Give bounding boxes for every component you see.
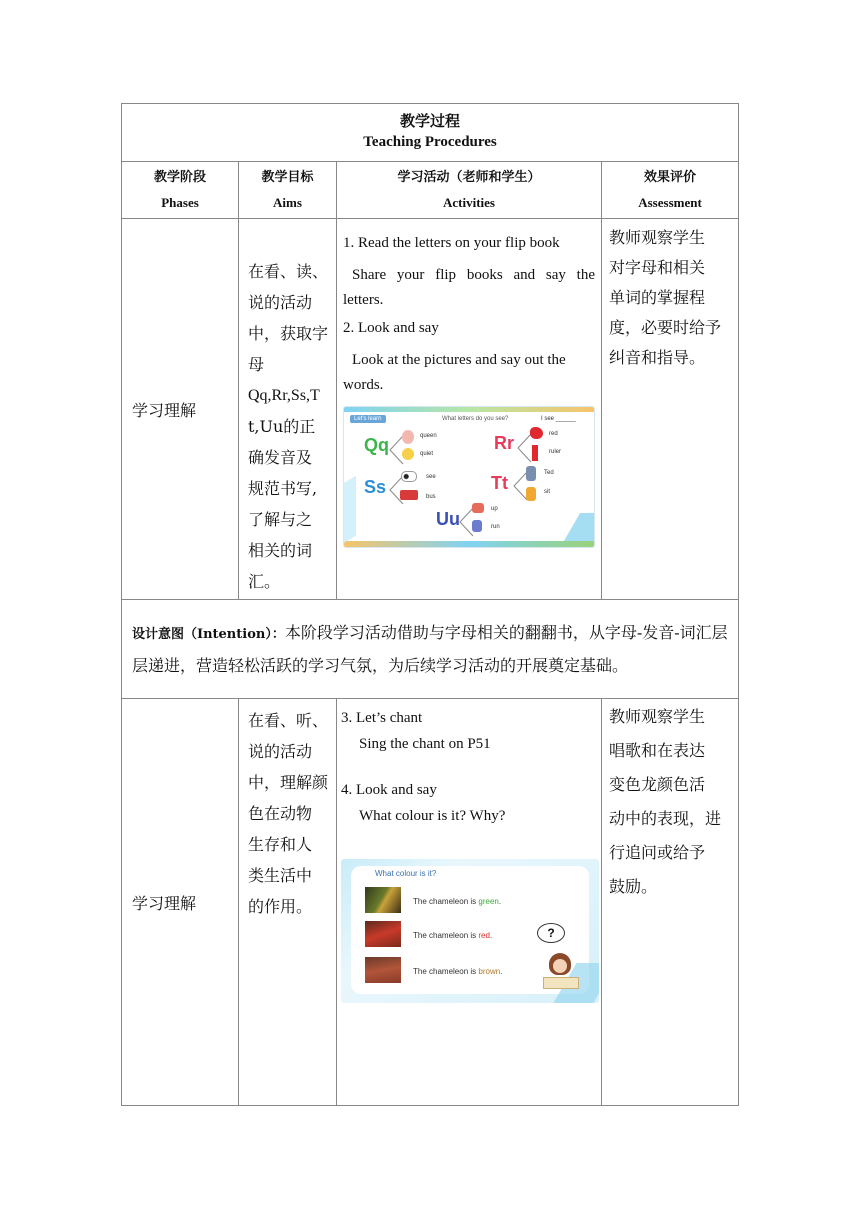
queen-picture-icon [402, 430, 414, 444]
aims-cell [239, 699, 337, 1106]
slide-tab: Let's learn [350, 415, 386, 423]
red-splash-icon [530, 427, 543, 439]
word-up: up [491, 506, 498, 512]
word-sit: sit [544, 489, 550, 495]
word-run: run [491, 524, 500, 530]
activity-1-title: 1. Read the letters on your flip book [343, 235, 560, 251]
table-title-cell [122, 104, 739, 162]
line-prefix: The chameleon is [413, 897, 479, 906]
word-quiet: quiet [420, 451, 434, 457]
sit-picture-icon [526, 487, 536, 501]
aims-line: 的作用。 [248, 897, 313, 916]
aims-line: 相关的词 [248, 541, 313, 560]
activities-cell [337, 699, 602, 1106]
letter-tt: Tt [491, 473, 508, 493]
assessment-line: 鼓励。 [609, 877, 658, 896]
word-bus: bus [426, 494, 436, 500]
column-header-zh: 学习活动（老师和学生） [397, 170, 541, 185]
activities-cell [337, 219, 602, 600]
aims-line: 生存和人 [248, 835, 313, 854]
aims-cell [239, 219, 337, 600]
assessment-line: 纠音和指导。 [609, 348, 706, 367]
word-ruler: ruler [549, 449, 562, 455]
up-picture-icon [472, 503, 484, 513]
quiet-picture-icon [402, 448, 414, 460]
column-header-en: Activities [443, 195, 495, 210]
bracket-icon [516, 431, 532, 465]
intention-label: 设计意图（Intention）： [132, 627, 285, 642]
table-title-zh: 教学过程 [400, 112, 461, 130]
aims-line: 了解与之 [248, 510, 313, 529]
aims-line: 中，获取字 [248, 324, 329, 343]
aims-line: 确发音及 [248, 448, 313, 467]
assessment-line: 对字母和相关 [609, 258, 706, 277]
word-red: red [549, 431, 558, 437]
teaching-procedures-table [121, 103, 739, 1106]
bus-picture-icon [400, 490, 418, 500]
activity-4-title: 4. Look and say [341, 782, 437, 798]
color-word: red [478, 931, 490, 940]
activity-3-title: 3. Let’s chant [341, 710, 423, 726]
ruler-picture-icon [532, 445, 538, 461]
letter-rr: Rr [494, 433, 515, 453]
assessment-line: 唱歌和在表达 [609, 741, 706, 760]
aims-line: 在看、听、 [248, 711, 329, 730]
line-prefix: The chameleon is [413, 931, 479, 940]
slide2-question: What colour is it? [375, 869, 437, 878]
letters-slide-image [343, 406, 595, 548]
table-title-en: Teaching Procedures [363, 134, 497, 150]
column-header-activities [337, 162, 602, 219]
chameleon-line-brown: The chameleon is brown. [413, 967, 503, 976]
activity-1-desc: Share your flip books and say the letters. [343, 267, 595, 308]
intention-cell [122, 600, 739, 699]
column-header-zh: 教学目标 [261, 170, 314, 185]
phase-cell: 学习理解 [122, 219, 239, 600]
girl-reading-icon [543, 951, 577, 991]
color-word: brown [478, 967, 501, 976]
aims-line: 说的活动 [248, 742, 313, 761]
ted-picture-icon [526, 466, 536, 481]
assessment-line: 度，必要时给予 [609, 318, 722, 337]
letter-ss: Ss [364, 477, 387, 497]
activity-4-desc: What colour is it? Why? [359, 808, 506, 824]
column-header-en: Aims [273, 195, 302, 210]
line-prefix: The chameleon is [413, 967, 479, 976]
aims-line: t,Uu的正 [248, 417, 316, 436]
slide-isee: I see ______ [541, 416, 576, 422]
aims-line: 类生活中 [248, 866, 313, 885]
chameleon-line-red: The chameleon is red. [413, 931, 493, 940]
phase-cell: 学习理解 [122, 699, 239, 1106]
assessment-cell [602, 219, 739, 600]
red-chameleon-photo [365, 921, 401, 947]
aims-line: 在看、读、 [248, 262, 329, 281]
assessment-line: 动中的表现，进 [609, 809, 722, 828]
assessment-line: 变色龙颜色活 [609, 775, 706, 794]
word-queen: queen [420, 433, 437, 439]
green-chameleon-photo [365, 887, 401, 913]
eyes-picture-icon [401, 471, 417, 482]
activity-2-title: 2. Look and say [343, 320, 439, 336]
word-ted: Ted [544, 470, 554, 476]
aims-line: 中，理解颜 [248, 773, 329, 792]
assessment-line: 单词的掌握程 [609, 288, 706, 307]
assessment-line: 教师观察学生 [609, 228, 706, 247]
activity-2-desc: Look at the pictures and say out the words. [343, 352, 566, 393]
column-header-aims [239, 162, 337, 219]
aims-line: Qq,Rr,Ss,T [248, 387, 320, 404]
run-picture-icon [472, 520, 482, 532]
assessment-cell [602, 699, 739, 1106]
letter-uu: Uu [436, 509, 460, 529]
chameleon-slide-image [341, 859, 599, 1003]
aims-line: 规范书写, [248, 479, 318, 498]
column-header-phases [122, 162, 239, 219]
assessment-line: 教师观察学生 [609, 707, 706, 726]
aims-line: 色在动物 [248, 804, 313, 823]
chameleon-line-green: The chameleon is green. [413, 897, 502, 906]
aims-line: 说的活动 [248, 293, 313, 312]
column-header-assessment [602, 162, 739, 219]
aims-line: 母 [248, 355, 265, 374]
column-header-en: Assessment [638, 195, 702, 210]
activity-3-desc: Sing the chant on P51 [359, 736, 491, 752]
aims-line: 汇。 [248, 572, 281, 591]
letter-qq: Qq [364, 435, 389, 455]
column-header-zh: 效果评价 [644, 170, 697, 185]
intention-text: 本阶段学习活动借助与字母相关的翻翻书，从字母-发音-词汇层层递进，营造轻松活跃的学习气氛，为后续学习活动的开展奠定基础。 [132, 623, 728, 675]
color-word: green [478, 897, 499, 906]
brown-chameleon-photo [365, 957, 401, 983]
assessment-line: 行追问或给予 [609, 843, 706, 862]
column-header-zh: 教学阶段 [153, 170, 206, 185]
word-see: see [426, 474, 436, 480]
thought-bubble-icon: ? [537, 923, 565, 943]
column-header-en: Phases [161, 195, 199, 210]
slide-question: What letters do you see? [442, 416, 509, 422]
